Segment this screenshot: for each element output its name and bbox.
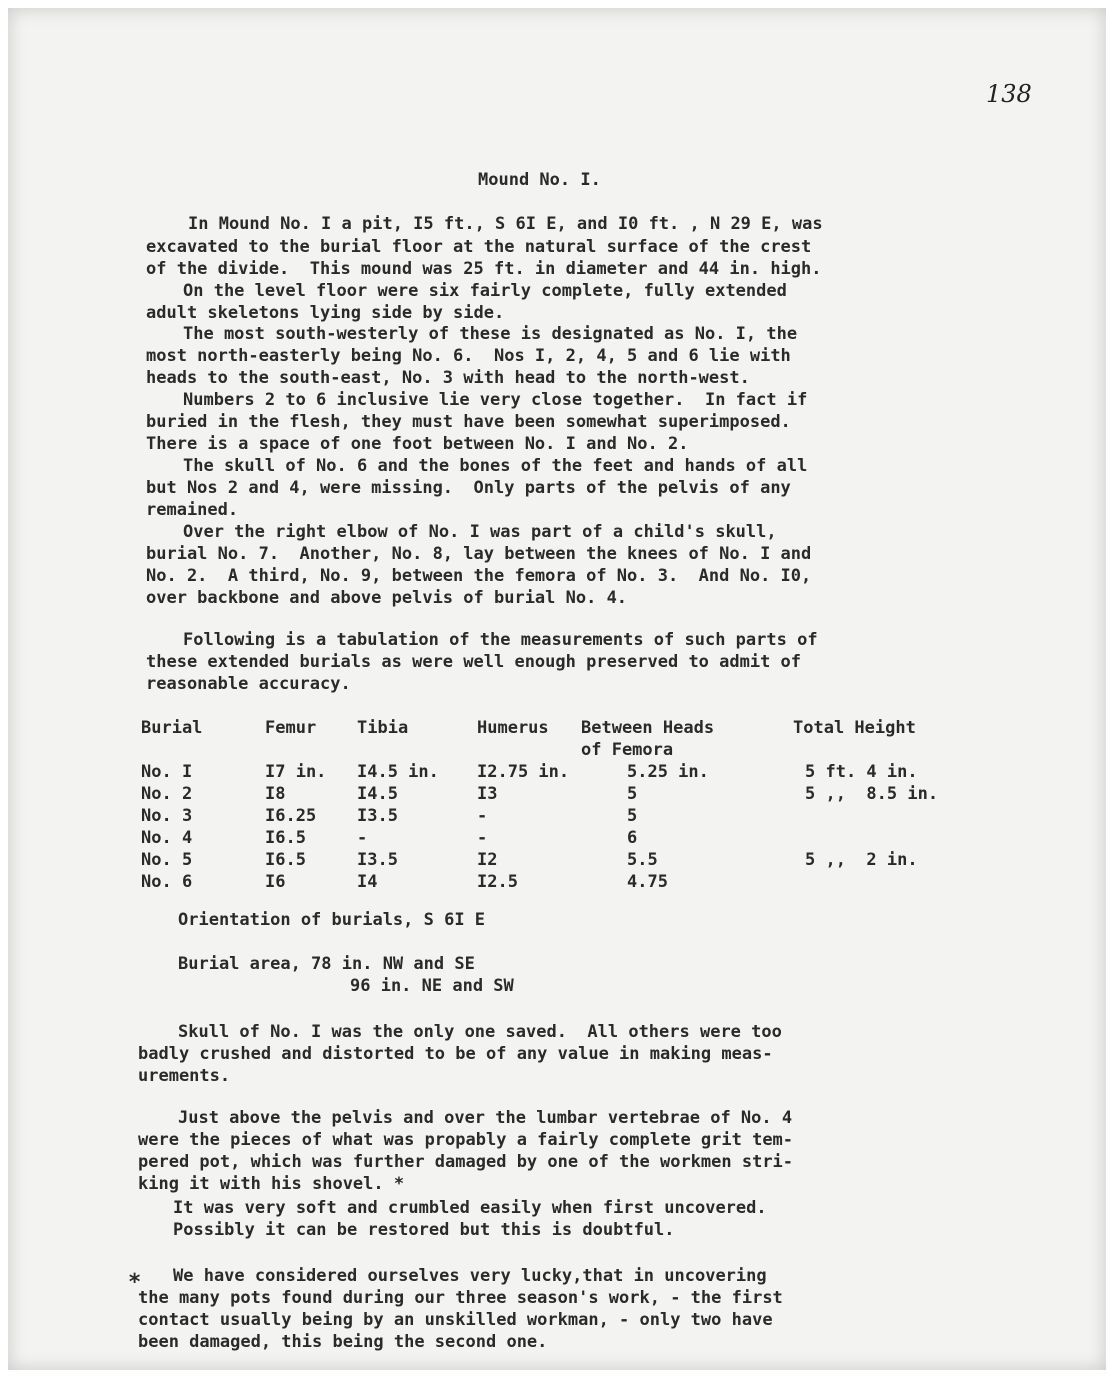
- text-line: excavated to the burial floor at the natural surface of the crest: [146, 237, 812, 257]
- cell-tibia: I3.5: [357, 850, 398, 870]
- cell-tibia: I4.5: [357, 784, 398, 804]
- header-between-heads-sub: of Femora: [581, 740, 674, 760]
- page-number: 138: [986, 80, 1032, 108]
- text-line: over backbone and above pelvis of burial No. 4.: [146, 588, 628, 608]
- text-line: Numbers 2 to 6 inclusive lie very close together. In fact if: [183, 390, 808, 410]
- text-line: Following is a tabulation of the measurements of such parts of: [183, 630, 818, 650]
- cell-tibia: I4.5 in.: [357, 762, 439, 782]
- document-page: [8, 8, 1106, 1370]
- table-row: [141, 762, 1001, 784]
- measurements-table: [141, 718, 1001, 894]
- header-tibia: Tibia: [357, 718, 409, 738]
- text-line: buried in the flesh, they must have been somewhat superimposed.: [146, 412, 791, 432]
- cell-humerus: I2: [477, 850, 498, 870]
- footnote-line: contact usually being by an unskilled workman, - only two have: [138, 1310, 773, 1330]
- header-femur: Femur: [265, 718, 317, 738]
- cell-femur: I6.25: [265, 806, 317, 826]
- cell-between-heads: 5: [627, 806, 638, 826]
- cell-humerus: I3: [477, 784, 498, 804]
- cell-between-heads: 6: [627, 828, 638, 848]
- cell-femur: I8: [265, 784, 286, 804]
- cell-burial: No. 2: [141, 784, 193, 804]
- text-line: There is a space of one foot between No. I and No. 2.: [146, 434, 689, 454]
- document-title: Mound No. I.: [478, 170, 601, 190]
- cell-burial: No. 5: [141, 850, 193, 870]
- footnote-marker: *: [128, 1270, 142, 1295]
- text-line: were the pieces of what was propably a fairly complete grit tem-: [138, 1130, 794, 1150]
- text-line: It was very soft and crumbled easily when first uncovered.: [173, 1198, 767, 1218]
- cell-humerus: I2.5: [477, 872, 518, 892]
- cell-femur: I6: [265, 872, 286, 892]
- footnote-line: been damaged, this being the second one.: [138, 1332, 548, 1352]
- cell-femur: I7 in.: [265, 762, 327, 782]
- text-line: urements.: [138, 1066, 231, 1086]
- cell-burial: No. 6: [141, 872, 193, 892]
- cell-total-height: 5 ,, 2 in.: [805, 850, 918, 870]
- header-burial: Burial: [141, 718, 203, 738]
- table-header-row: [141, 718, 1001, 740]
- text-line: badly crushed and distorted to be of any value in making meas-: [138, 1044, 773, 1064]
- text-line: Skull of No. I was the only one saved. All others were too: [178, 1022, 782, 1042]
- text-line: pered pot, which was further damaged by one of the workmen stri-: [138, 1152, 794, 1172]
- footnote-line: We have considered ourselves very lucky,that in uncovering: [173, 1266, 767, 1286]
- text-line: king it with his shovel. *: [138, 1174, 405, 1194]
- text-line: adult skeletons lying side by side.: [146, 303, 505, 323]
- cell-tibia: -: [357, 828, 368, 848]
- header-total-height: Total Height: [793, 718, 916, 738]
- cell-femur: I6.5: [265, 828, 306, 848]
- cell-tibia: I4: [357, 872, 378, 892]
- text-line: these extended burials as were well enough preserved to admit of: [146, 652, 802, 672]
- table-row: [141, 850, 1001, 872]
- cell-burial: No. 4: [141, 828, 193, 848]
- cell-burial: No. 3: [141, 806, 193, 826]
- cell-between-heads: 5.25 in.: [627, 762, 709, 782]
- text-line: No. 2. A third, No. 9, between the femora of No. 3. And No. I0,: [146, 566, 812, 586]
- header-humerus: Humerus: [477, 718, 549, 738]
- table-header-subrow: [141, 740, 1001, 762]
- text-line: most north-easterly being No. 6. Nos I, 2, 4, 5 and 6 lie with: [146, 346, 791, 366]
- cell-humerus: -: [477, 828, 488, 848]
- text-line: On the level floor were six fairly complete, fully extended: [183, 281, 787, 301]
- burial-area-line: Burial area, 78 in. NW and SE: [178, 954, 475, 974]
- cell-total-height: 5 ,, 8.5 in.: [805, 784, 939, 804]
- footnote-line: the many pots found during our three season's work, - the first: [138, 1288, 783, 1308]
- text-line: Possibly it can be restored but this is doubtful.: [173, 1220, 675, 1240]
- cell-between-heads: 5: [627, 784, 638, 804]
- cell-femur: I6.5: [265, 850, 306, 870]
- cell-tibia: I3.5: [357, 806, 398, 826]
- burial-area-line: 96 in. NE and SW: [350, 976, 514, 996]
- cell-between-heads: 5.5: [627, 850, 658, 870]
- text-line: remained.: [146, 500, 239, 520]
- cell-humerus: -: [477, 806, 488, 826]
- text-line: reasonable accuracy.: [146, 674, 351, 694]
- text-line: The most south-westerly of these is designated as No. I, the: [183, 324, 798, 344]
- text-line: heads to the south-east, No. 3 with head to the north-west.: [146, 368, 750, 388]
- cell-humerus: I2.75 in.: [477, 762, 570, 782]
- header-between-heads: Between Heads: [581, 718, 715, 738]
- orientation-line: Orientation of burials, S 6I E: [178, 910, 486, 930]
- cell-burial: No. I: [141, 762, 193, 782]
- text-line: In Mound No. I a pit, I5 ft., S 6I E, and I0 ft. , N 29 E, was: [188, 214, 823, 234]
- text-line: of the divide. This mound was 25 ft. in diameter and 44 in. high.: [146, 259, 822, 279]
- table-row: [141, 872, 1001, 894]
- cell-between-heads: 4.75: [627, 872, 668, 892]
- text-line: Over the right elbow of No. I was part of a child's skull,: [183, 522, 777, 542]
- text-line: Just above the pelvis and over the lumbar vertebrae of No. 4: [178, 1108, 793, 1128]
- table-row: [141, 828, 1001, 850]
- cell-total-height: 5 ft. 4 in.: [805, 762, 918, 782]
- text-line: burial No. 7. Another, No. 8, lay between the knees of No. I and: [146, 544, 812, 564]
- table-row: [141, 806, 1001, 828]
- table-row: [141, 784, 1001, 806]
- text-line: but Nos 2 and 4, were missing. Only parts of the pelvis of any: [146, 478, 791, 498]
- text-line: The skull of No. 6 and the bones of the feet and hands of all: [183, 456, 808, 476]
